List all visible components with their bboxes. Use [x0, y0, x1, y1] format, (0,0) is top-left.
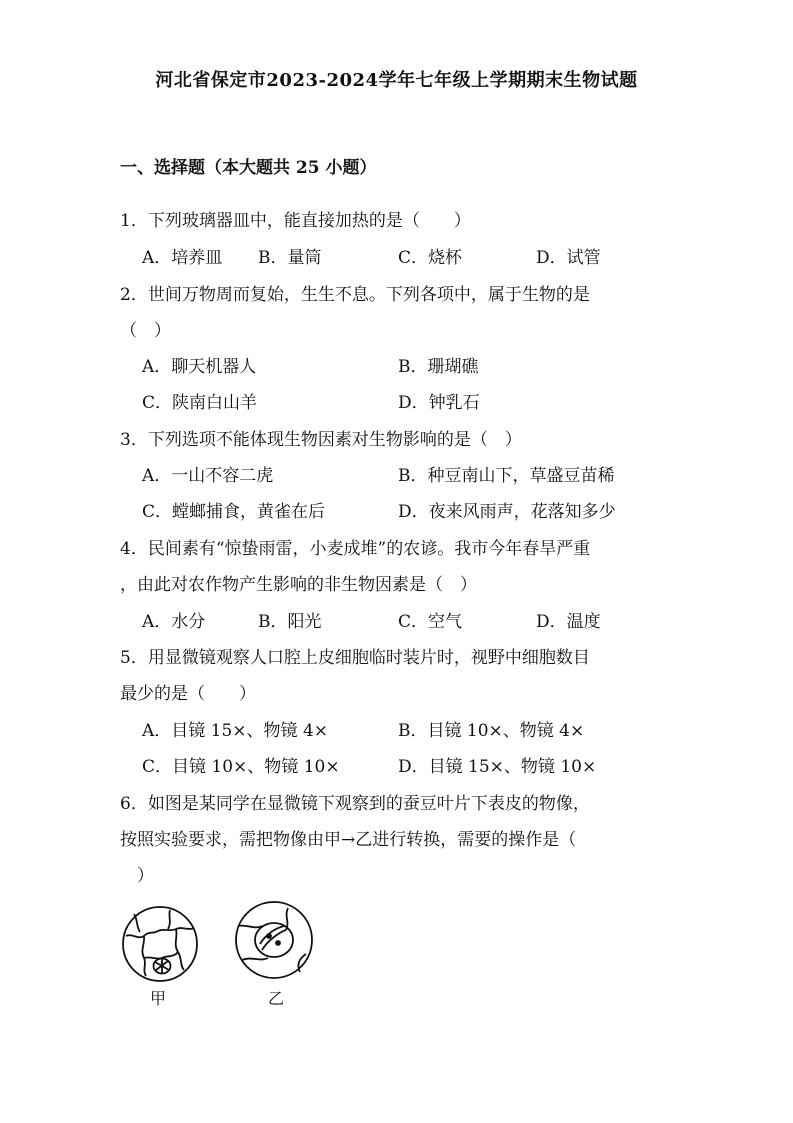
question-2-stem-line2: （ ） [120, 321, 171, 341]
q4-option-c: C．空气 [398, 612, 463, 632]
view-jia [123, 907, 197, 981]
q4-option-b: B．阳光 [258, 612, 322, 632]
microscope-figure [118, 898, 328, 1013]
q2-option-b: B．珊瑚礁 [398, 357, 479, 377]
q3-option-d: D．夜来风雨声，花落知多少 [398, 502, 616, 522]
q1-option-a: A．培养皿 [142, 248, 223, 268]
figure-label-yi: 乙 [268, 989, 285, 1008]
question-6-stem-line2: 按照实验要求，需把物像由甲→乙进行转换，需要的操作是（ [120, 830, 577, 850]
q4-option-d: D．温度 [536, 612, 601, 632]
question-5-stem-line2: 最少的是（ ） [120, 684, 256, 704]
q5-option-a: A．目镜 15×、物镜 4× [142, 721, 329, 741]
q5-option-c: C．目镜 10×、物镜 10× [142, 757, 340, 777]
q5-option-b: B．目镜 10×、物镜 4× [398, 721, 585, 741]
q3-option-a: A．一山不容二虎 [142, 466, 274, 486]
section-heading: 一、选择题（本大题共 25 小题） [120, 158, 377, 178]
figure-label-jia: 甲 [150, 989, 167, 1008]
q2-option-c: C．陕南白山羊 [142, 393, 258, 413]
page-title: 河北省保定市2023-2024学年七年级上学期期末生物试题 [155, 70, 638, 91]
q3-option-c: C．螳螂捕食，黄雀在后 [142, 502, 326, 522]
q3-option-b: B．种豆南山下，草盛豆苗稀 [398, 466, 615, 486]
q2-option-a: A．聊天机器人 [142, 357, 257, 377]
q2-option-d: D．钟乳石 [398, 393, 480, 413]
question-6-stem-line3: ） [120, 866, 154, 886]
question-3-stem: 3．下列选项不能体现生物因素对生物影响的是（ ） [120, 430, 522, 450]
question-5-stem-line1: 5．用显微镜观察人口腔上皮细胞临时装片时，视野中细胞数目 [120, 648, 590, 668]
q4-option-a: A．水分 [142, 612, 206, 632]
question-1-stem: 1．下列玻璃器皿中，能直接加热的是（ ） [120, 211, 471, 231]
question-6-stem-line1: 6．如图是某同学在显微镜下观察到的蚕豆叶片下表皮的物像， [120, 794, 590, 814]
q1-option-b: B．量筒 [258, 248, 322, 268]
question-4-stem-line1: 4．民间素有“惊蛰雨雷，小麦成堆”的农谚。我市今年春旱严重 [120, 539, 591, 559]
q1-option-d: D．试管 [536, 248, 601, 268]
q1-option-c: C．烧杯 [398, 248, 463, 268]
view-yi [236, 902, 312, 978]
question-4-stem-line2: ，由此对农作物产生影响的非生物因素是（ ） [120, 575, 477, 595]
q5-option-d: D．目镜 15×、物镜 10× [398, 757, 597, 777]
question-2-stem-line1: 2．世间万物周而复始，生生不息。下列各项中，属于生物的是 [120, 285, 590, 305]
